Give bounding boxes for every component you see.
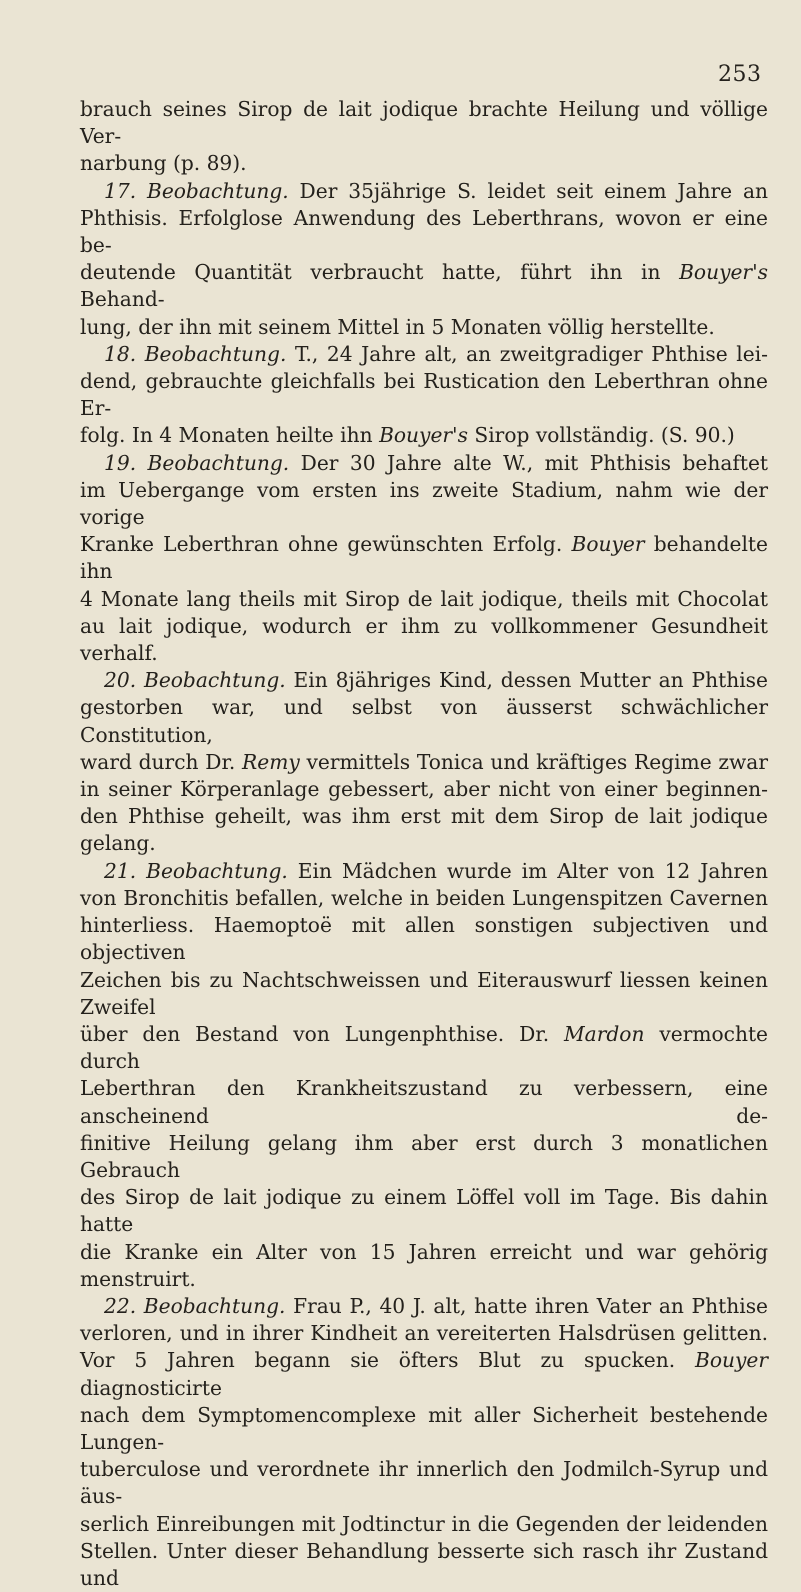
text-line [80, 749, 768, 776]
paragraph-continuation [80, 96, 768, 178]
text-line: gelang. [80, 831, 156, 856]
body-text [80, 96, 768, 1592]
text-line: lung, der ihn mit seinem Mittel in 5 Monaten völlig herstellte. [80, 314, 715, 339]
observation-number: 20. [104, 668, 137, 693]
text-line: 4 Monate lang theils mit Sirop de lait jodique, theils mit Chocolat [80, 586, 768, 611]
author-name: Bouyer's [679, 260, 768, 285]
text-line [80, 450, 768, 477]
observation-17 [80, 178, 768, 341]
text-segment: Sirop vollständig. (S. 90.) [467, 423, 735, 448]
text-line: Phthisis. Erfolglose Anwendung des Leberthrans, wovon er eine be- [80, 205, 768, 258]
text-segment: über den Bestand von Lungenphthise. Dr. [80, 1021, 565, 1046]
text-line [80, 178, 768, 205]
text-segment: vermochte durch [80, 1021, 769, 1074]
observation-20 [80, 667, 768, 857]
text-line [80, 422, 768, 449]
text-line [80, 531, 768, 585]
observation-18 [80, 341, 768, 450]
observation-22 [80, 1293, 768, 1592]
text-segment: Behand- [80, 287, 165, 312]
text-segment: ward durch Dr. [80, 749, 243, 774]
text-segment: Ein 8jähriges Kind, dessen Mutter an Phthise [285, 668, 768, 693]
text-line: finitive Heilung gelang ihm aber erst durch 3 monatlichen Gebrauch [80, 1130, 768, 1182]
observation-heading: Beobachtung. [147, 178, 289, 203]
text-segment: folg. In 4 Monaten heilte ihn [80, 423, 380, 448]
observation-19 [80, 450, 768, 668]
text-line: die Kranke ein Alter von 15 Jahren erreicht und war gehörig [80, 1239, 768, 1264]
author-name: Remy [242, 749, 300, 774]
observation-number: 18. [104, 341, 137, 366]
text-line: menstruirt. [80, 1266, 196, 1291]
observation-heading: Beobachtung. [146, 858, 288, 883]
text-line [80, 1293, 768, 1320]
text-segment: diagnosticirte [80, 1375, 222, 1400]
text-segment: Kranke Leberthran ohne gewünschten Erfolg. [80, 532, 572, 557]
observation-heading: Beobachtung. [143, 1293, 286, 1318]
observation-number: 22. [104, 1293, 137, 1318]
text-line: Stellen. Unter dieser Behandlung besserte sich rasch ihr Zustand und [80, 1538, 768, 1590]
text-segment: Vor 5 Jahren begann sie öfters Blut zu spucken. [80, 1348, 695, 1373]
author-name: Mardon [564, 1021, 645, 1046]
text-line [80, 259, 768, 313]
observation-21 [80, 858, 768, 1293]
text-line: serlich Einreibungen mit Jodtinctur in die Gegenden der leidenden [80, 1511, 768, 1536]
text-line: Leberthran den Krankheitszustand zu verbessern, eine anscheinend de- [80, 1076, 768, 1128]
text-line: von Bronchitis befallen, welche in beiden Lungenspitzen Cavernen [80, 885, 768, 910]
author-name: Bouyer [695, 1348, 768, 1373]
text-line [80, 1021, 768, 1075]
author-name: Bouyer [571, 532, 645, 557]
text-segment: T., 24 Jahre alt, an zweitgradiger Phthise lei- [286, 341, 768, 366]
text-segment: Frau P., 40 J. alt, hatte ihren Vater an Phthise [285, 1293, 768, 1318]
text-line: verloren, und in ihrer Kindheit an vereiterten Halsdrüsen gelitten. [80, 1321, 768, 1346]
observation-number: 21. [104, 858, 137, 883]
observation-heading: Beobachtung. [144, 341, 287, 366]
observation-number: 17. [104, 178, 137, 203]
text-segment: Der 30 Jahre alte W., mit Phthisis behaftet [289, 450, 769, 475]
text-line: brauch seines Sirop de lait jodique brachte Heilung und völlige Ver- [80, 97, 768, 149]
text-segment: deutende Quantität verbraucht hatte, führt ihn in [80, 260, 680, 285]
text-segment: vermittels Tonica und kräftiges Regime zwar [299, 749, 768, 774]
text-line: dend, gebrauchte gleichfalls bei Rustication den Leberthran ohne Er- [80, 369, 768, 421]
text-line: gestorben war, und selbst von äusserst schwächlicher Constitution, [80, 695, 768, 747]
text-line: in seiner Körperanlage gebessert, aber nicht von einer beginnen- [80, 777, 768, 802]
text-line [80, 858, 768, 885]
text-line: tuberculose und verordnete ihr innerlich den Jodmilch-Syrup und äus- [80, 1457, 768, 1509]
text-line: nach dem Symptomencomplexe mit aller Sicherheit bestehende Lungen- [80, 1402, 768, 1454]
author-name: Bouyer's [379, 423, 468, 448]
text-line: verhalf. [80, 641, 158, 666]
text-line: den Phthise geheilt, was ihm erst mit dem Sirop de lait jodique [80, 804, 768, 829]
page-number: 253 [718, 62, 762, 87]
observation-heading: Beobachtung. [147, 450, 290, 475]
observation-heading: Beobachtung. [144, 668, 286, 693]
text-segment: Ein Mädchen wurde im Alter von 12 Jahren [287, 858, 769, 883]
text-line: im Uebergange vom ersten ins zweite Stadium, nahm wie der vorige [80, 477, 768, 530]
text-line: narbung (p. 89). [80, 151, 247, 176]
text-line: des Sirop de lait jodique zu einem Löffel voll im Tage. Bis dahin hatte [80, 1185, 768, 1237]
text-line [80, 1347, 768, 1401]
text-line [80, 667, 768, 694]
text-line: hinterliess. Haemoptoë mit allen sonstigen subjectiven und objectiven [80, 913, 768, 965]
text-line [80, 341, 768, 368]
text-line: au lait jodique, wodurch er ihm zu vollkommener Gesundheit [80, 613, 768, 638]
text-segment: Der 35jährige S. leidet seit einem Jahre an [288, 178, 768, 203]
observation-number: 19. [104, 450, 137, 475]
text-line: Zeichen bis zu Nachtschweissen und Eiterauswurf liessen keinen Zweifel [80, 967, 768, 1019]
text-segment: behandelte ihn [80, 532, 768, 584]
